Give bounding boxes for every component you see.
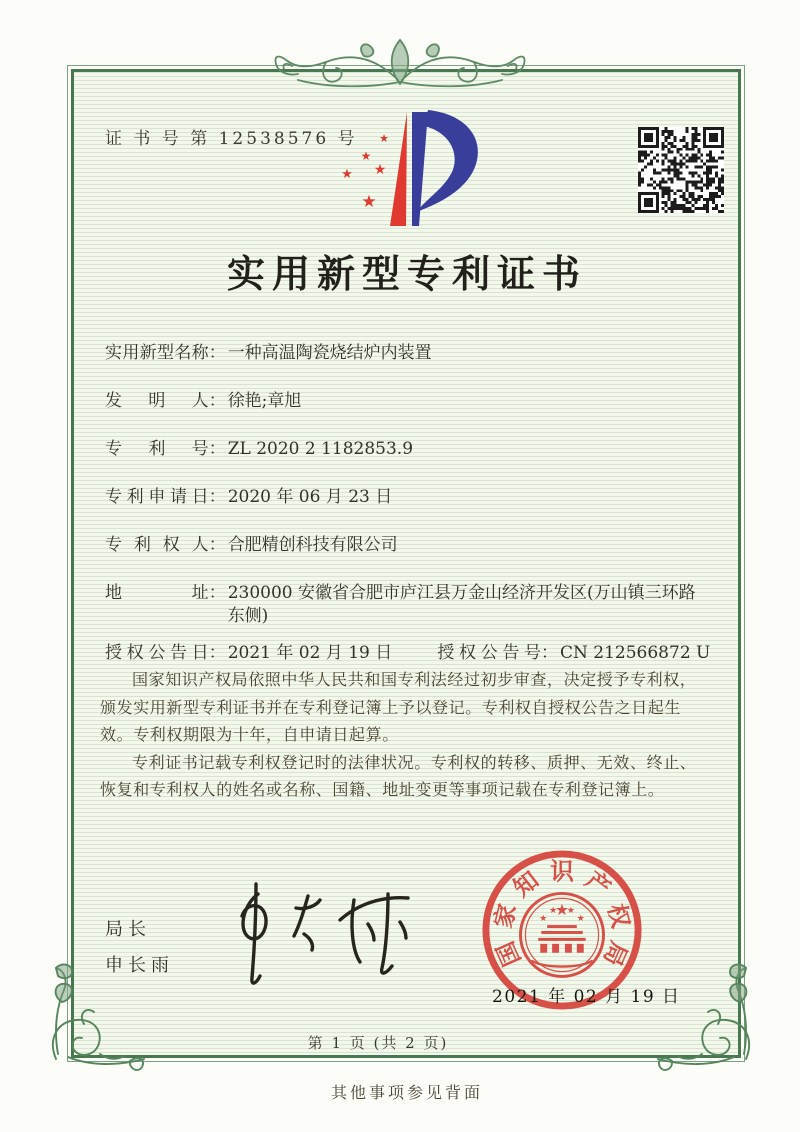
svg-text:★: ★ [360, 149, 372, 163]
svg-text:识: 识 [550, 857, 574, 886]
svg-text:★: ★ [576, 914, 585, 925]
field-value: 2020 年 06 月 23 日 [227, 487, 393, 507]
field-label: 专利权人 [105, 535, 209, 555]
svg-text:产: 产 [579, 865, 616, 903]
signer-title: 局长 [105, 919, 151, 940]
back-side-note: 其他事项参见背面 [330, 1083, 483, 1102]
field-address: 地址 ： 230000 安徽省合肥市庐江县万金山经济开发区(万山镇三环路东侧) [105, 582, 700, 628]
grant-number-pair: 授权公告号 ： CN 212566872 U [437, 643, 711, 663]
legal-paragraph-2: 专利证书记载专利权登记时的法律状况。专利权的转移、质押、无效、终止、恢复和专利权人的姓名或名称、国籍、地址变更等事项记载在专利登记簿上。 [100, 752, 697, 800]
field-value: 一种高温陶瓷烧结炉内装置 [227, 343, 432, 363]
field-label: 地址 [105, 583, 209, 603]
field-value: 合肥精创科技有限公司 [227, 535, 398, 555]
field-filing-date: 专利申请日 ： 2020 年 06 月 23 日 [105, 486, 700, 509]
legal-paragraph-1: 国家知识产权局依照中华人民共和国专利法经过初步审查，决定授予专利权，颁发实用新型专利证书并在专利登记簿上予以登记。专利权自授权公告之日起生效。专利权期限为十年，自申请日起算。 [100, 670, 697, 745]
certificate-title: 实用新型专利证书 [226, 251, 587, 296]
logo-red-wedge [390, 112, 407, 226]
certificate-number: 证 书 号 第 12538576 号 [105, 129, 358, 149]
svg-text:权: 权 [602, 900, 636, 931]
field-value: 230000 安徽省合肥市庐江县万金山经济开发区(万山镇三环路东侧) [227, 583, 696, 626]
signer-block [105, 912, 174, 984]
field-value: 2021 年 02 月 19 日 [227, 643, 393, 663]
svg-text:★: ★ [549, 906, 558, 917]
field-value: CN 212566872 U [560, 643, 711, 663]
page-number: 第 1 页 (共 2 页) [307, 1034, 449, 1052]
field-utility-model-name: 实用新型名称 ： 一种高温陶瓷烧结炉内装置 [105, 342, 700, 365]
patent-fields [105, 342, 711, 690]
svg-text:★: ★ [361, 192, 377, 212]
field-label: 专利号 [105, 439, 209, 459]
seal-date: 2021 年 02 月 19 日 [492, 987, 681, 1007]
svg-text:知: 知 [508, 865, 545, 903]
grant-date-pair: 授权公告日 ： 2021 年 02 月 19 日 [105, 643, 393, 663]
svg-text:★: ★ [341, 167, 353, 182]
field-label: 发明人 [105, 391, 209, 411]
svg-text:★: ★ [539, 914, 548, 925]
field-value: ZL 2020 2 1182853.9 [227, 439, 414, 459]
signer-name: 申长雨 [105, 955, 174, 976]
svg-text:★: ★ [373, 162, 387, 178]
svg-text:★: ★ [379, 132, 389, 145]
svg-text:国: 国 [491, 937, 527, 971]
field-value: 徐艳;章旭 [227, 391, 302, 411]
svg-text:★: ★ [554, 900, 570, 920]
national-emblem [520, 893, 603, 976]
field-patent-number: 专利号 ： ZL 2020 2 1182853.9 [105, 438, 700, 461]
field-patentee: 专利权人 ： 合肥精创科技有限公司 [105, 534, 700, 557]
signature-script [212, 876, 422, 991]
logo-p-bowl [416, 110, 478, 212]
cnipa-logo [332, 108, 482, 236]
field-inventors: 发明人 ： 徐艳;章旭 [105, 390, 700, 413]
qr-code [638, 127, 724, 213]
field-grant-row [105, 642, 711, 665]
svg-text:家: 家 [488, 900, 522, 931]
field-label: 授权公告日 [105, 643, 209, 663]
svg-text:局: 局 [597, 937, 633, 971]
field-label: 专利申请日 [105, 487, 209, 507]
field-label: 授权公告号 [437, 643, 541, 663]
svg-text:★: ★ [566, 906, 575, 917]
logo-stars [341, 132, 389, 212]
legal-statement [100, 666, 700, 804]
field-label: 实用新型名称 [105, 343, 209, 363]
